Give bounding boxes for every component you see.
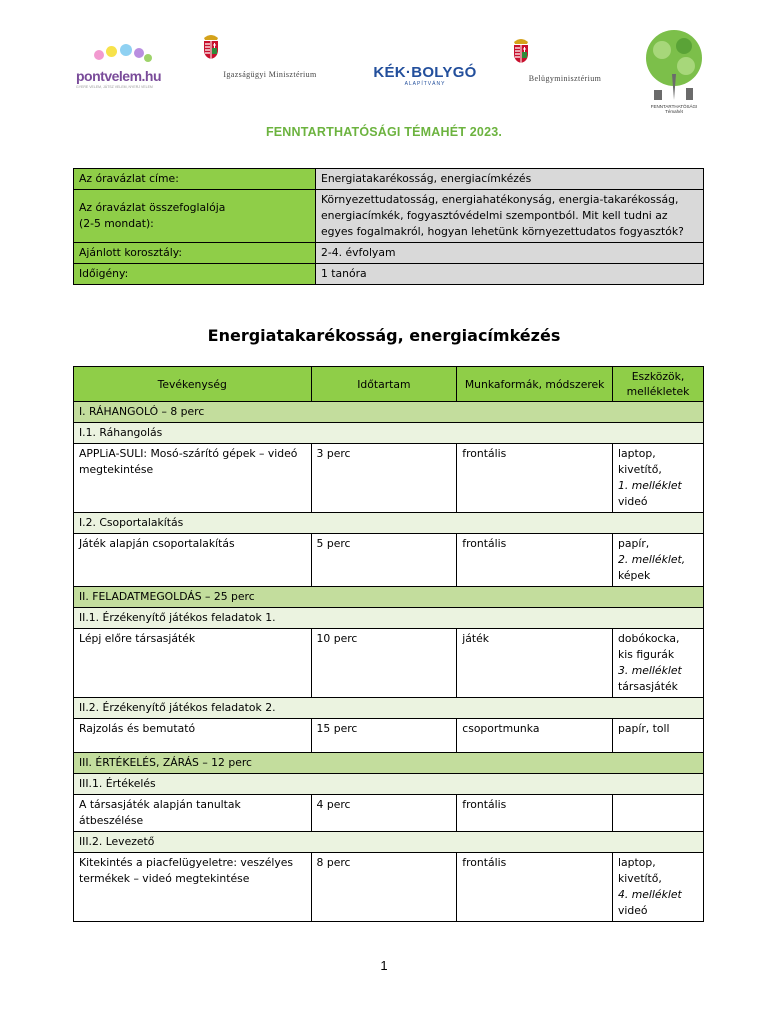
tree-globe-icon [640, 28, 708, 104]
cell-activity: Kitekintés a piacfelügyeletre: veszélyes termékek – videó megtekintése [74, 853, 312, 922]
tool-item: videó [618, 904, 648, 917]
cell-tools [613, 534, 704, 587]
fenntarthatosagi-logo [640, 28, 708, 120]
cell-tools [613, 853, 704, 922]
plan-body [74, 402, 704, 922]
info-label: Időigény: [74, 264, 316, 285]
tool-item: 2. melléklet, [618, 553, 686, 566]
kekbolygo-sub: ALAPÍTVÁNY [404, 81, 446, 87]
subsection-title: III.1. Értékelés [74, 774, 704, 795]
lesson-title: Energiatakarékosság, energiacímkézés [207, 326, 561, 345]
tool-item: 4. melléklet [618, 888, 682, 901]
cell-duration: 15 perc [311, 719, 457, 753]
table-row [74, 534, 704, 587]
pontvelem-dots [76, 44, 176, 64]
subsection-title: II.2. Érzékenyítő játékos feladatok 2. [74, 698, 704, 719]
info-row-age [74, 243, 704, 264]
subsection-title: III.2. Levezető [74, 832, 704, 853]
cell-duration: 10 perc [311, 629, 457, 698]
header-duration: Időtartam [311, 367, 457, 402]
tool-item: 1. melléklet [618, 479, 682, 492]
cell-duration: 3 perc [311, 444, 457, 513]
subsection-title: I.2. Csoportalakítás [74, 513, 704, 534]
cell-method: frontális [457, 795, 613, 832]
page-number: 1 [380, 958, 388, 973]
fenntarthatosagi-label [640, 104, 708, 114]
cell-tools [613, 795, 704, 832]
hungarian-crest-icon [200, 32, 222, 60]
cell-activity: A társasjáték alapján tanultak átbeszélése [74, 795, 312, 832]
igm-name: Igazságügyi Minisztérium [223, 70, 317, 79]
lesson-plan-table [73, 366, 704, 922]
info-value: 1 tanóra [316, 264, 704, 285]
section-row [74, 402, 704, 423]
info-value: Energiatakarékosság, energiacímkézés [316, 169, 704, 190]
subsection-row [74, 513, 704, 534]
table-header-row [74, 367, 704, 402]
cell-method: játék [457, 629, 613, 698]
subsection-row [74, 608, 704, 629]
header-method: Munkaformák, módszerek [457, 367, 613, 402]
logo-bar [70, 28, 710, 120]
cell-method: frontális [457, 444, 613, 513]
tool-item: dobókocka, [618, 632, 680, 645]
igm-logo [200, 32, 340, 79]
subsection-row [74, 698, 704, 719]
cell-method: frontális [457, 853, 613, 922]
tool-item: papír, [618, 537, 650, 550]
kekbolygo-logo [360, 64, 490, 87]
page-heading: FENNTARTHATÓSÁGI TÉMAHÉT 2023. [265, 125, 503, 139]
table-row [74, 853, 704, 922]
cell-tools [613, 444, 704, 513]
fenntarthatosagi-sub: Témahét [665, 109, 683, 114]
fenntarthatosagi-name: FENNTARTHATÓSÁGI [650, 104, 698, 109]
cell-activity: Játék alapján csoportalakítás [74, 534, 312, 587]
subsection-title: I.1. Ráhangolás [74, 423, 704, 444]
pontvelem-wordmark: pontvelem.hu [76, 68, 162, 84]
tool-item: kivetítő, [618, 872, 662, 885]
table-row [74, 629, 704, 698]
cell-activity: Rajzolás és bemutató [74, 719, 312, 753]
info-label-line: Az óravázlat összefoglalója [79, 201, 226, 214]
cell-method: csoportmunka [457, 719, 613, 753]
cell-activity: APPLiA-SULI: Mosó-szárító gépek – videó megtekintése [74, 444, 312, 513]
info-table [73, 168, 704, 285]
hungarian-crest-icon [510, 36, 532, 64]
kekbolygo-wordmark: KÉK·BOLYGÓ [373, 64, 477, 81]
cell-duration: 8 perc [311, 853, 457, 922]
tool-item: laptop, [618, 856, 656, 869]
section-title: II. FELADATMEGOLDÁS – 25 perc [74, 587, 704, 608]
info-value: 2-4. évfolyam [316, 243, 704, 264]
pontvelem-tagline: GYERE VELEM, JÁTSZ VELEM, NYERJ VELEM [76, 85, 153, 89]
cell-tools [613, 719, 704, 753]
header-activity: Tevékenység [74, 367, 312, 402]
tool-item: kis figurák [618, 648, 675, 661]
info-value: Környezettudatosság, energiahatékonyság, energia-takarékosság, energiacímkék, fogyasztóvédelmi szempontból. Mit kell tudni az egyes fogalmakról, hogyan lehetünk környezettudatos fogyasztók? [316, 190, 704, 243]
info-label: Az óravázlat címe: [74, 169, 316, 190]
info-label: Ajánlott korosztály: [74, 243, 316, 264]
header-tools: Eszközök, mellékletek [613, 367, 704, 402]
cell-method: frontális [457, 534, 613, 587]
tool-item: laptop, [618, 447, 656, 460]
section-title: III. ÉRTÉKELÉS, ZÁRÁS – 12 perc [74, 753, 704, 774]
cell-duration: 4 perc [311, 795, 457, 832]
table-row [74, 795, 704, 832]
tool-item: kivetítő, [618, 463, 662, 476]
info-label [74, 190, 316, 243]
tool-item: videó [618, 495, 648, 508]
tool-item: képek [618, 569, 651, 582]
tool-item: 3. melléklet [618, 664, 682, 677]
table-row [74, 719, 704, 753]
info-row-title [74, 169, 704, 190]
info-label-line: (2-5 mondat): [79, 217, 154, 230]
bm-logo [510, 36, 620, 83]
info-row-time [74, 264, 704, 285]
pontvelem-logo [76, 44, 176, 89]
section-row [74, 587, 704, 608]
section-row [74, 753, 704, 774]
subsection-row [74, 423, 704, 444]
subsection-title: II.1. Érzékenyítő játékos feladatok 1. [74, 608, 704, 629]
tool-item: papír, toll [618, 722, 670, 735]
cell-duration: 5 perc [311, 534, 457, 587]
subsection-row [74, 832, 704, 853]
cell-activity: Lépj előre társasjáték [74, 629, 312, 698]
info-row-summary [74, 190, 704, 243]
tool-item: társasjáték [618, 680, 678, 693]
bm-name: Belügyminisztérium [528, 74, 602, 83]
table-row [74, 444, 704, 513]
subsection-row [74, 774, 704, 795]
section-title: I. RÁHANGOLÓ – 8 perc [74, 402, 704, 423]
cell-tools [613, 629, 704, 698]
